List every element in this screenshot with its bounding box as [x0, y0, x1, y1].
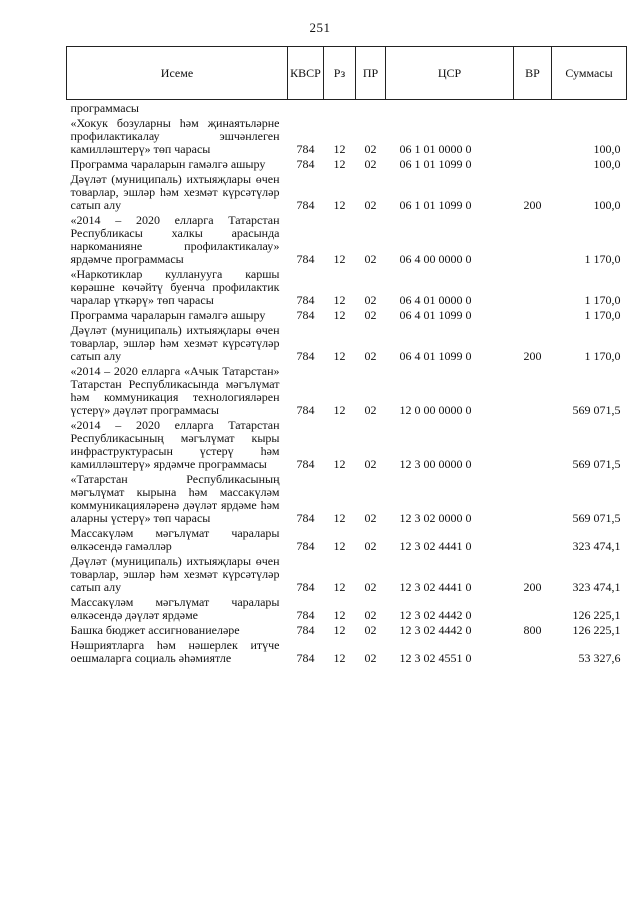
- row-pr: 02: [364, 457, 377, 471]
- row-vr: [514, 100, 552, 116]
- row-name: «Хокук бозуларны һәм җинаятьләрне профилактикалау эшчәнлеген камилләштерү» төп чарасы: [70, 116, 280, 156]
- row-vr: [514, 417, 552, 471]
- table-row: [67, 322, 627, 363]
- row-vr: [514, 115, 552, 156]
- row-name: Программа чараларын гамәлгә ашыру: [70, 157, 266, 171]
- row-csr: 12 3 02 0000 0: [399, 511, 472, 525]
- row-vr: 200: [523, 349, 542, 363]
- row-sum: 569 071,5: [572, 403, 621, 417]
- table-row: [67, 637, 627, 665]
- row-csr: 12 3 00 0000 0: [399, 457, 472, 471]
- row-sum: 100,0: [593, 198, 621, 212]
- row-sum: 100,0: [593, 157, 621, 171]
- table-row: [67, 553, 627, 594]
- row-pr: 02: [364, 608, 377, 622]
- row-vr: 800: [523, 623, 542, 637]
- row-csr: 12 3 02 4441 0: [399, 539, 472, 553]
- row-rz: 12: [333, 580, 346, 594]
- row-pr: 02: [364, 142, 377, 156]
- header-rz: Рз: [324, 47, 356, 100]
- row-kvsr: 784: [296, 349, 315, 363]
- row-csr: [386, 100, 514, 116]
- row-vr: [514, 637, 552, 665]
- row-rz: 12: [333, 142, 346, 156]
- row-sum: 126 225,1: [572, 623, 621, 637]
- row-csr: 06 4 01 1099 0: [399, 349, 472, 363]
- row-sum: [552, 100, 627, 116]
- row-csr: 06 1 01 1099 0: [399, 198, 472, 212]
- row-csr: 06 4 01 1099 0: [399, 308, 472, 322]
- row-sum: 1 170,0: [584, 349, 621, 363]
- row-name: программасы: [70, 101, 139, 115]
- row-vr: [514, 212, 552, 266]
- budget-table: [66, 46, 627, 665]
- row-csr: 06 4 01 0000 0: [399, 293, 472, 307]
- row-kvsr: 784: [296, 252, 315, 266]
- table-row: [67, 594, 627, 622]
- row-name: «Татарстан Республикасының мәгълүмат кырына һәм массакүләм коммуникацияләренә дәүләт ярдәме һәм аларны үстерү» төп чарасы: [70, 472, 280, 525]
- page-number: 251: [309, 20, 331, 35]
- row-name: Массакүләм мәгълүмат чаралары өлкәсендә дәүләт ярдәме: [70, 595, 280, 622]
- row-name: Массакүләм мәгълүмат чаралары өлкәсендә гамәлләр: [70, 526, 280, 553]
- row-sum: 569 071,5: [572, 511, 621, 525]
- table-row: [67, 266, 627, 307]
- row-vr: [514, 156, 552, 171]
- row-rz: 12: [333, 403, 346, 417]
- row-pr: 02: [364, 511, 377, 525]
- row-sum: 1 170,0: [584, 308, 621, 322]
- row-pr: 02: [364, 623, 377, 637]
- row-name: «2014 – 2020 елларга Татарстан Республикасы халкы арасында наркоманияне профилактикалау» ярдәмче программасы: [70, 213, 280, 266]
- row-pr: 02: [364, 308, 377, 322]
- row-rz: [324, 100, 356, 116]
- table-row: [67, 417, 627, 471]
- row-rz: 12: [333, 293, 346, 307]
- row-name: Программа чараларын гамәлгә ашыру: [70, 308, 266, 322]
- row-rz: 12: [333, 308, 346, 322]
- row-rz: 12: [333, 608, 346, 622]
- table-body: [67, 100, 627, 666]
- row-kvsr: 784: [296, 157, 315, 171]
- row-rz: 12: [333, 252, 346, 266]
- row-vr: [514, 594, 552, 622]
- row-kvsr: 784: [296, 580, 315, 594]
- row-kvsr: 784: [296, 539, 315, 553]
- row-pr: 02: [364, 252, 377, 266]
- row-vr: [514, 363, 552, 417]
- row-rz: 12: [333, 198, 346, 212]
- row-csr: 12 3 02 4551 0: [399, 651, 472, 665]
- row-sum: 569 071,5: [572, 457, 621, 471]
- row-rz: 12: [333, 349, 346, 363]
- row-kvsr: [288, 100, 324, 116]
- row-pr: 02: [364, 198, 377, 212]
- table-row: [67, 171, 627, 212]
- row-csr: 06 1 01 0000 0: [399, 142, 472, 156]
- row-name: Дәүләт (муниципаль) ихтыяҗлары өчен товарлар, эшләр һәм хезмәт күрсәтүләр сатып алу: [70, 323, 280, 363]
- row-csr: 12 3 02 4442 0: [399, 608, 472, 622]
- table-row: [67, 100, 627, 116]
- row-sum: 126 225,1: [572, 608, 621, 622]
- row-name: «2014 – 2020 елларга «Ачык Татарстан» Татарстан Республикасында мәгълүмат һәм коммуникация технологияләрен үстерү» дәүләт программасы: [70, 364, 280, 417]
- row-rz: 12: [333, 539, 346, 553]
- row-pr: 02: [364, 539, 377, 553]
- row-csr: 06 4 00 0000 0: [399, 252, 472, 266]
- row-sum: 1 170,0: [584, 293, 621, 307]
- header-sum: Суммасы: [552, 47, 627, 100]
- row-kvsr: 784: [296, 403, 315, 417]
- row-kvsr: 784: [296, 308, 315, 322]
- row-sum: 100,0: [593, 142, 621, 156]
- row-vr: [514, 525, 552, 553]
- table-header-row: [67, 47, 627, 100]
- row-kvsr: 784: [296, 142, 315, 156]
- row-rz: 12: [333, 157, 346, 171]
- row-kvsr: 784: [296, 511, 315, 525]
- row-kvsr: 784: [296, 293, 315, 307]
- row-sum: 323 474,1: [572, 539, 621, 553]
- header-vr: ВР: [514, 47, 552, 100]
- row-csr: 06 1 01 1099 0: [399, 157, 472, 171]
- row-kvsr: 784: [296, 623, 315, 637]
- table-row: [67, 622, 627, 637]
- row-vr: [514, 266, 552, 307]
- row-name: Башка бюджет ассигнованиеләре: [70, 623, 240, 637]
- row-kvsr: 784: [296, 651, 315, 665]
- row-name: Дәүләт (муниципаль) ихтыяҗлары өчен товарлар, эшләр һәм хезмәт күрсәтүләр сатып алу: [70, 554, 280, 594]
- row-name: Дәүләт (муниципаль) ихтыяҗлары өчен товарлар, эшләр һәм хезмәт күрсәтүләр сатып алу: [70, 172, 280, 212]
- row-pr: 02: [364, 403, 377, 417]
- table-row: [67, 115, 627, 156]
- row-vr: 200: [523, 198, 542, 212]
- header-csr: ЦСР: [386, 47, 514, 100]
- row-csr: 12 3 02 4442 0: [399, 623, 472, 637]
- row-name: «2014 – 2020 елларга Татарстан Республикасының мәгълүмат кыры инфраструктурасын үстерү һәм камилләштерү» ярдәмче программасы: [70, 418, 280, 471]
- row-name: «Наркотиклар кулланууга каршы көрәшне көчәйтү буенча профилактик чаралар үткәрү» төп чарасы: [70, 267, 280, 307]
- row-vr: 200: [523, 580, 542, 594]
- header-name: Исеме: [67, 47, 288, 100]
- table-row: [67, 307, 627, 322]
- row-sum: 323 474,1: [572, 580, 621, 594]
- table-row: [67, 156, 627, 171]
- row-sum: 1 170,0: [584, 252, 621, 266]
- row-pr: 02: [364, 157, 377, 171]
- row-rz: 12: [333, 623, 346, 637]
- row-kvsr: 784: [296, 198, 315, 212]
- row-pr: 02: [364, 580, 377, 594]
- row-vr: [514, 307, 552, 322]
- row-name: Нәшриятларга һәм нәшерлек итүче оешмаларга социаль әһәмиятле: [70, 638, 280, 665]
- row-kvsr: 784: [296, 457, 315, 471]
- row-csr: 12 3 02 4441 0: [399, 580, 472, 594]
- row-pr: 02: [364, 293, 377, 307]
- row-kvsr: 784: [296, 608, 315, 622]
- table-row: [67, 363, 627, 417]
- header-pr: ПР: [356, 47, 386, 100]
- header-kvsr: КВСР: [288, 47, 324, 100]
- row-vr: [514, 471, 552, 525]
- row-sum: 53 327,6: [578, 651, 621, 665]
- row-rz: 12: [333, 457, 346, 471]
- table-row: [67, 212, 627, 266]
- row-csr: 12 0 00 0000 0: [399, 403, 472, 417]
- row-pr: 02: [364, 651, 377, 665]
- table-row: [67, 471, 627, 525]
- row-pr: [356, 100, 386, 116]
- row-rz: 12: [333, 511, 346, 525]
- row-pr: 02: [364, 349, 377, 363]
- table-row: [67, 525, 627, 553]
- row-rz: 12: [333, 651, 346, 665]
